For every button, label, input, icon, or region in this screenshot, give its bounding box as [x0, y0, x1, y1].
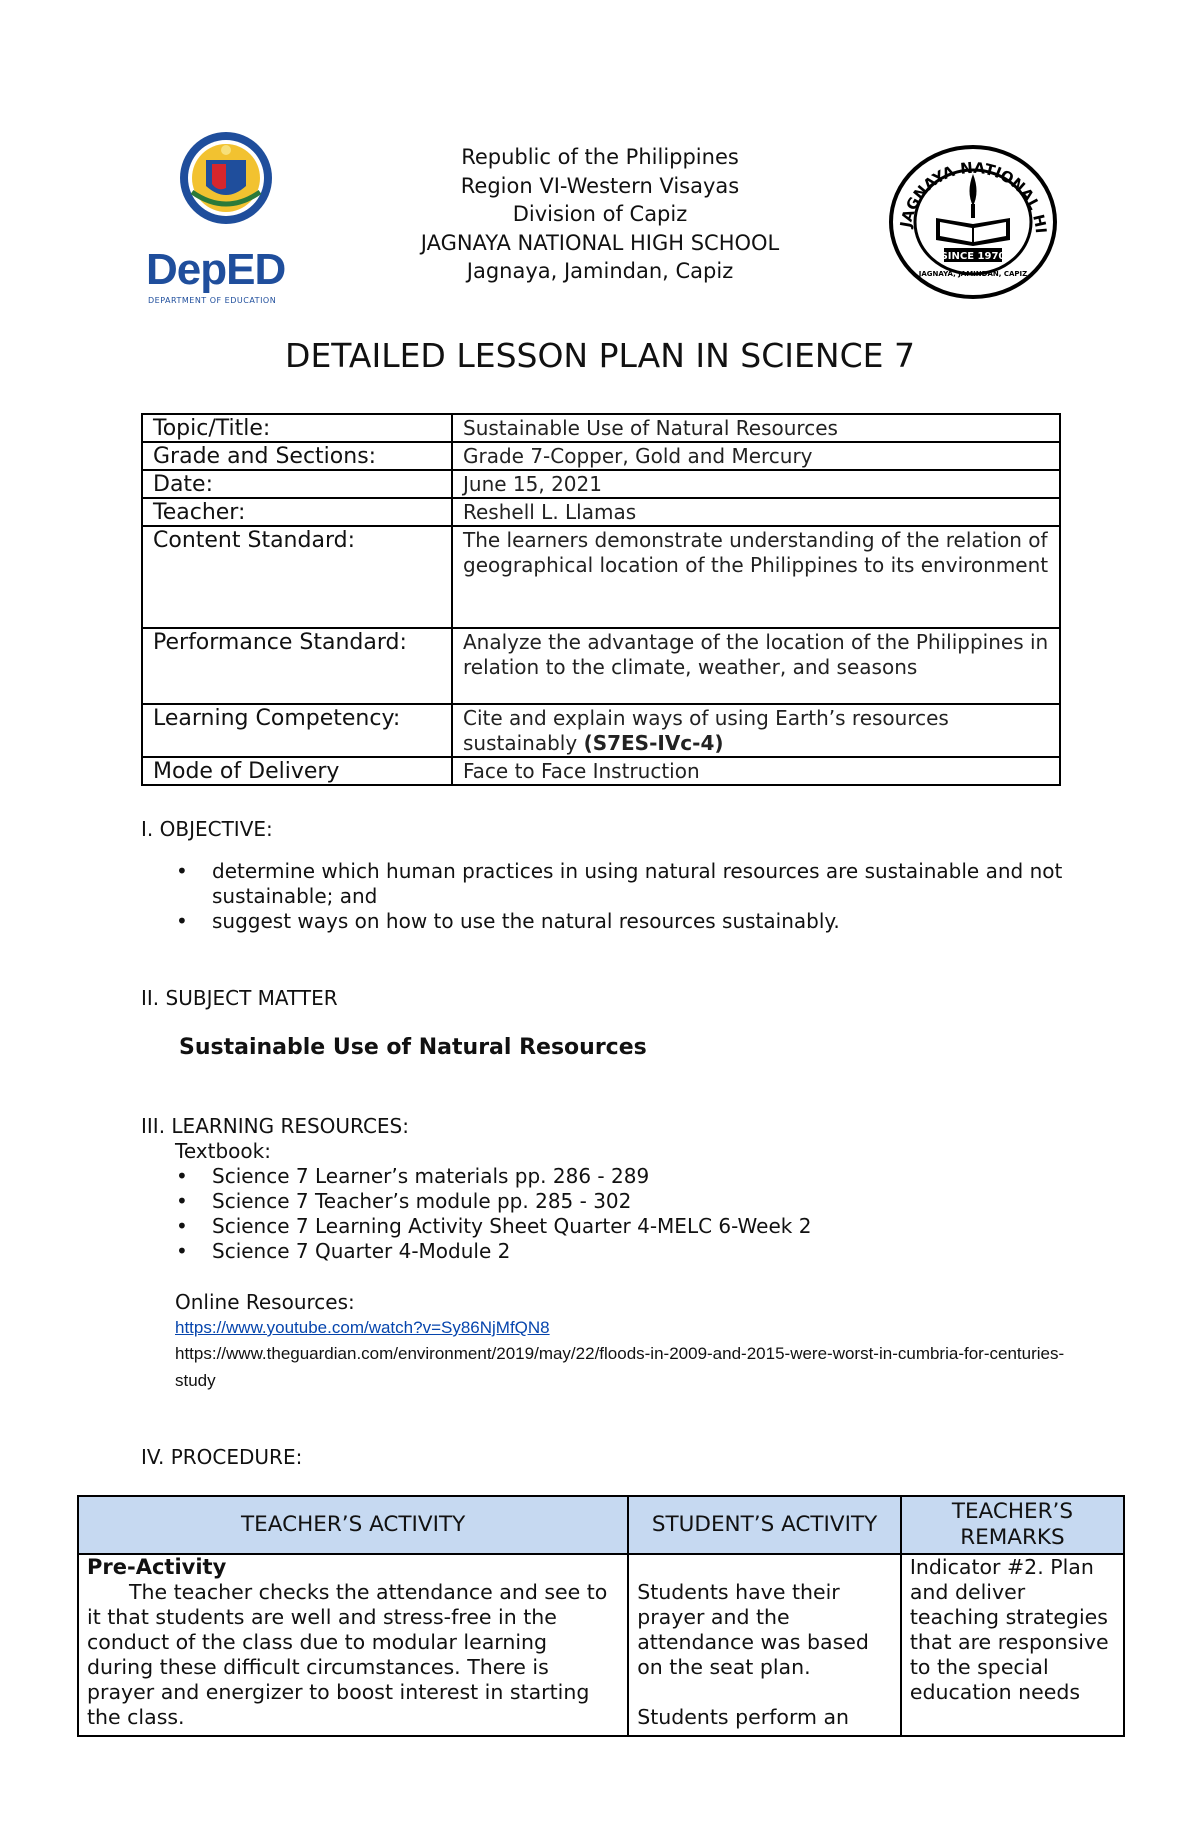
table-row [142, 414, 1060, 442]
textbook-label: Textbook: [175, 1139, 271, 1163]
row-value: Analyze the advantage of the location of the Philippines in relation to the climate, weather, and seasons [452, 628, 1060, 704]
table-header-row [78, 1496, 1124, 1554]
student-activity-cell [628, 1554, 901, 1736]
table-row [142, 704, 1060, 757]
pre-activity-label: Pre-Activity [87, 1555, 227, 1579]
competency-code: (S7ES-IVc-4) [583, 731, 724, 755]
header-line: JAGNAYA NATIONAL HIGH SCHOOL [420, 230, 780, 255]
deped-wordmark: DepED [146, 245, 286, 294]
youtube-link[interactable]: https://www.youtube.com/watch?v=Sy86NjMfQN8 [175, 1318, 550, 1337]
subject-matter-heading: II. SUBJECT MATTER [141, 986, 338, 1010]
row-label: Grade and Sections: [142, 442, 452, 470]
deped-subtext: DEPARTMENT OF EDUCATION [148, 296, 277, 305]
row-value [452, 704, 1060, 757]
header-line: Jagnaya, Jamindan, Capiz [466, 259, 734, 283]
list-item: • Science 7 Learner’s materials pp. 286 - 289 [174, 1164, 1074, 1189]
table-row [78, 1554, 1124, 1736]
row-value: Face to Face Instruction [452, 757, 1060, 785]
guardian-url: https://www.theguardian.com/environment/2019/may/22/floods-in-2009-and-2015-were-worst-in-cumbria-for-centuries-study [175, 1344, 1065, 1390]
objective-list [174, 859, 1074, 934]
row-value: Grade 7-Copper, Gold and Mercury [452, 442, 1060, 470]
school-seal [888, 144, 1058, 299]
teacher-activity-text: The teacher checks the attendance and see to it that students are well and stress-free in the conduct of the class due to modular learning during these difficult circumstances. There is prayer and energizer to boost interest in starting the class. [87, 1580, 608, 1729]
teacher-remarks-text: Indicator #2. Plan and deliver teaching strategies that are responsive to the special education needs [909, 1555, 1109, 1704]
deped-logo [140, 130, 330, 310]
row-value: Reshell L. Llamas [452, 498, 1060, 526]
seal-since-text: SINCE 1970 [940, 251, 1006, 262]
column-header: TEACHER’S REMARKS [901, 1496, 1124, 1554]
header-line: Republic of the Philippines [461, 145, 739, 169]
procedure-table [77, 1495, 1125, 1737]
row-label: Topic/Title: [142, 414, 452, 442]
seal-place-text: JAGNAYA, JAMINDAN, CAPIZ [918, 270, 1028, 278]
header-line: Region VI-Western Visayas [460, 173, 740, 198]
header-line: Division of Capiz [512, 202, 688, 226]
list-item: • Science 7 Quarter 4-Module 2 [174, 1239, 1074, 1264]
list-item: • determine which human practices in using natural resources are sustainable and not sustainable; and [174, 859, 1074, 909]
procedure-heading: IV. PROCEDURE: [141, 1445, 303, 1469]
table-row [142, 498, 1060, 526]
seal-ring-text: JAGNAYA NATIONAL HI [896, 158, 1050, 234]
list-item: • Science 7 Learning Activity Sheet Quarter 4-MELC 6-Week 2 [174, 1214, 1074, 1239]
online-resources-label: Online Resources: [175, 1290, 355, 1314]
objective-heading: I. OBJECTIVE: [141, 817, 273, 841]
row-label: Mode of Delivery [142, 757, 452, 785]
column-header: TEACHER’S ACTIVITY [78, 1496, 628, 1554]
row-label: Performance Standard: [142, 628, 452, 704]
row-value: Sustainable Use of Natural Resources [452, 414, 1060, 442]
row-label: Content Standard: [142, 526, 452, 628]
table-row [142, 470, 1060, 498]
teacher-activity-cell [78, 1554, 628, 1736]
row-label: Date: [142, 470, 452, 498]
column-header: STUDENT’S ACTIVITY [628, 1496, 901, 1554]
teacher-remarks-cell [901, 1554, 1124, 1736]
school-seal-icon [888, 144, 1058, 299]
student-activity-text: Students perform an [637, 1705, 850, 1729]
lesson-info-table [141, 413, 1061, 786]
list-item: • suggest ways on how to use the natural resources sustainably. [174, 909, 1074, 934]
learning-resources-heading: III. LEARNING RESOURCES: [141, 1114, 409, 1138]
page-title: DETAILED LESSON PLAN IN SCIENCE 7 [285, 336, 915, 375]
table-row [142, 628, 1060, 704]
table-row [142, 442, 1060, 470]
row-value: June 15, 2021 [452, 470, 1060, 498]
row-value: The learners demonstrate understanding of the relation of geographical location of the Philippines to its environment [452, 526, 1060, 628]
student-activity-text: Students have their prayer and the attendance was based on the seat plan. [637, 1580, 869, 1679]
table-row [142, 757, 1060, 785]
textbook-list [174, 1164, 1074, 1264]
row-label: Teacher: [142, 498, 452, 526]
school-header [330, 143, 870, 286]
subject-matter-title: Sustainable Use of Natural Resources [179, 1035, 647, 1060]
competency-text: Cite and explain ways of using Earth’s resources sustainably [463, 706, 949, 755]
row-label: Learning Competency: [142, 704, 452, 757]
list-item: • Science 7 Teacher’s module pp. 285 - 302 [174, 1189, 1074, 1214]
table-row [142, 526, 1060, 628]
